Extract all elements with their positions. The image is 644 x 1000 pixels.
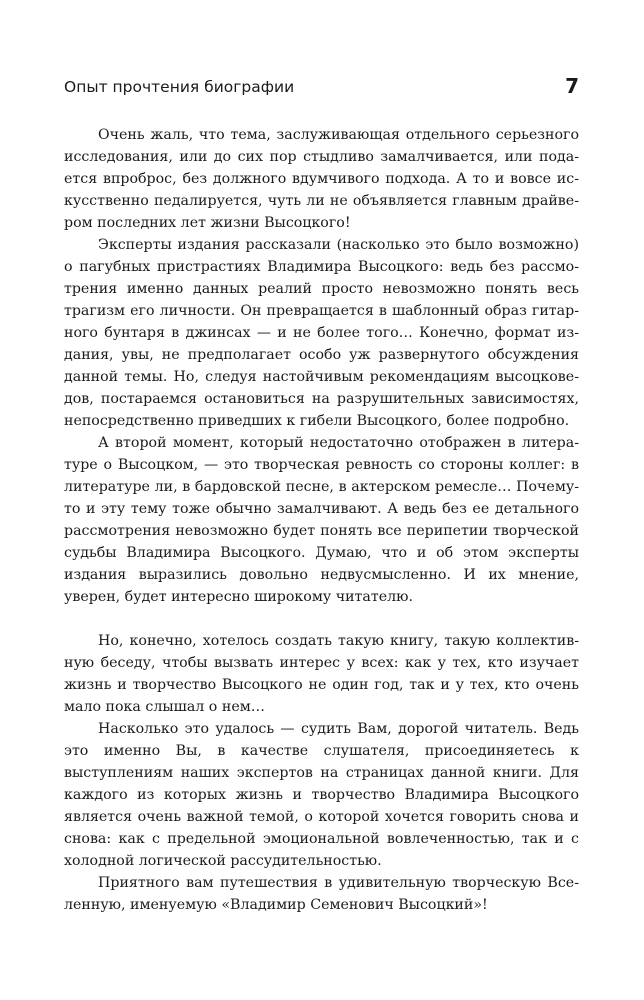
running-title: Опыт прочтения биографии [64,78,295,96]
section-break [64,608,579,630]
paragraph: Очень жаль, что тема, заслуживающая отдельного серьезного исследования, или до сих пор стыдливо замалчивается, или подается впроброс, без должного вдумчивого подхода. А то и вовсе искусственно педалируется, чуть ли не объявляется главным драйвером последних лет жизни Высоцкого! [64,127,579,231]
running-header [64,76,579,106]
book-page [64,0,579,1000]
paragraph: Приятного вам путешествия в удивительную творческую Вселенную, именуемую «Владимир Семенович Высоцкий»! [64,875,579,913]
paragraph: Насколько это удалось — судить Вам, дорогой читатель. Ведь это именно Вы, в качестве слушателя, присоединяетесь к выступлениям наших экспертов на страницах данной книги. Для каждого из которых жизнь и творчество Владимира Высоцкого является очень важной темой, о которой хочется говорить снова и снова: как с предельной эмоциональной вовлеченностью, так и с холодной логической рассудительностью. [64,721,579,869]
paragraph: А второй момент, который недостаточно отображен в литературе о Высоцком, — это творческая ревность со стороны коллег: в литературе ли, в бардовской песне, в актерском ремесле… Почему-то и эту тему тоже обычно замалчивают. А ведь без ее детального рассмотрения невозможно будет понять все перипетии творческой судьбы Владимира Высоцкого. Думаю, что и об этом эксперты издания выразились довольно недвусмысленно. И их мнение, уверен, будет интересно широкому читателю. [64,435,579,605]
paragraph: Эксперты издания рассказали (насколько это было возможно) о пагубных пристрастиях Владимира Высоцкого: ведь без рассмотрения именно данных реалий просто невозможно понять весь трагизм его личности. Он превращается в шаблонный образ гитарного бунтаря в джинсах — и не более того… Конечно, формат издания, увы, не предполагает особо уж развернутого обсуждения данной темы. Но, следуя настойчивым рекомендациям высоцковедов, постараемся остановиться на разрушительных зависимостях, непосредственно приведших к гибели Высоцкого, более подробно. [64,237,579,429]
paragraph: Но, конечно, хотелось создать такую книгу, такую коллективную беседу, чтобы вызвать интерес у всех: как у тех, кто изучает жизнь и творчество Высоцкого не один год, так и у тех, кто очень мало пока слышал о нем… [64,633,579,715]
body-text [64,124,579,916]
page-number: 7 [565,74,579,98]
